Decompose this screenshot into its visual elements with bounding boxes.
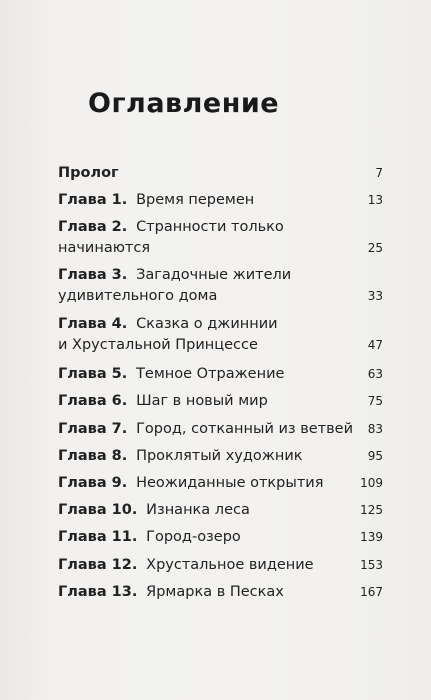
chapter-title: Загадочные жители: [136, 267, 292, 283]
chapter-title-continued: удивительного дома: [58, 288, 218, 304]
toc-entry-chapter-6: [58, 390, 383, 412]
page-number: 95: [367, 449, 383, 463]
toc-entry-chapter-10: [58, 499, 383, 521]
chapter-word: Глава: [58, 475, 107, 491]
chapter-title: Шаг в новый мир: [136, 393, 268, 409]
chapter-word: Глава: [58, 584, 107, 600]
page-number: 139: [360, 530, 383, 544]
prologue-label: Пролог: [58, 165, 119, 181]
toc-entry-chapter-11: [58, 526, 383, 548]
chapter-number: 11.: [111, 529, 138, 545]
page-number: 125: [360, 503, 383, 517]
chapter-word: Глава: [58, 393, 107, 409]
toc-entry-chapter-5: [58, 363, 383, 385]
toc-entry-chapter-4: [58, 313, 383, 356]
chapter-number: 9.: [111, 475, 128, 491]
toc-entry-chapter-8: [58, 445, 383, 467]
chapter-number: 10.: [111, 502, 138, 518]
chapter-title-continued: начинаются: [58, 240, 151, 256]
page-number: 7: [375, 166, 383, 180]
chapter-title: Город, сотканный из ветвей: [136, 421, 354, 437]
chapter-word: Глава: [58, 557, 107, 573]
toc-entry-prologue: [58, 162, 383, 184]
chapter-word: Глава: [58, 192, 107, 208]
page-title: Оглавление: [88, 88, 280, 119]
page-number: 25: [367, 241, 383, 255]
chapter-number: 3.: [111, 267, 128, 283]
toc-entry-chapter-13: [58, 581, 383, 603]
toc-entry-chapter-9: [58, 472, 383, 494]
toc-entry-chapter-1: [58, 189, 383, 211]
chapter-word: Глава: [58, 267, 107, 283]
chapter-number: 6.: [111, 393, 128, 409]
toc-entry-chapter-12: [58, 554, 383, 576]
chapter-number: 7.: [111, 421, 128, 437]
toc-entry-chapter-3: [58, 264, 383, 307]
toc-entry-chapter-7: [58, 418, 383, 440]
chapter-title: Хрустальное видение: [146, 557, 314, 573]
page-number: 109: [360, 476, 383, 490]
page-number: 13: [367, 193, 383, 207]
chapter-word: Глава: [58, 529, 107, 545]
chapter-number: 8.: [111, 448, 128, 464]
chapter-title: Изнанка леса: [146, 502, 250, 518]
chapter-word: Глава: [58, 502, 107, 518]
chapter-title-continued: и Хрустальной Принцессе: [58, 337, 258, 353]
chapter-number: 13.: [111, 584, 138, 600]
chapter-title: Проклятый художник: [136, 448, 303, 464]
toc-entry-chapter-2: [58, 216, 383, 259]
page-number: 167: [360, 585, 383, 599]
chapter-title: Время перемен: [136, 192, 255, 208]
chapter-word: Глава: [58, 421, 107, 437]
chapter-number: 1.: [111, 192, 128, 208]
page-number: 63: [367, 367, 383, 381]
page-number: 47: [367, 338, 383, 352]
chapter-number: 5.: [111, 366, 128, 382]
chapter-title: Город-озеро: [146, 529, 241, 545]
chapter-word: Глава: [58, 448, 107, 464]
chapter-title: Ярмарка в Песках: [146, 584, 284, 600]
chapter-word: Глава: [58, 316, 107, 332]
page-number: 75: [367, 394, 383, 408]
chapter-title: Темное Отражение: [136, 366, 285, 382]
page-number: 83: [367, 422, 383, 436]
chapter-word: Глава: [58, 366, 107, 382]
chapter-number: 4.: [111, 316, 128, 332]
chapter-title: Сказка о джиннии: [136, 316, 278, 332]
chapter-title: Странности только: [136, 219, 284, 235]
chapter-title: Неожиданные открытия: [136, 475, 324, 491]
chapter-word: Глава: [58, 219, 107, 235]
page-number: 33: [367, 289, 383, 303]
page-number: 153: [360, 558, 383, 572]
chapter-number: 2.: [111, 219, 128, 235]
chapter-number: 12.: [111, 557, 138, 573]
